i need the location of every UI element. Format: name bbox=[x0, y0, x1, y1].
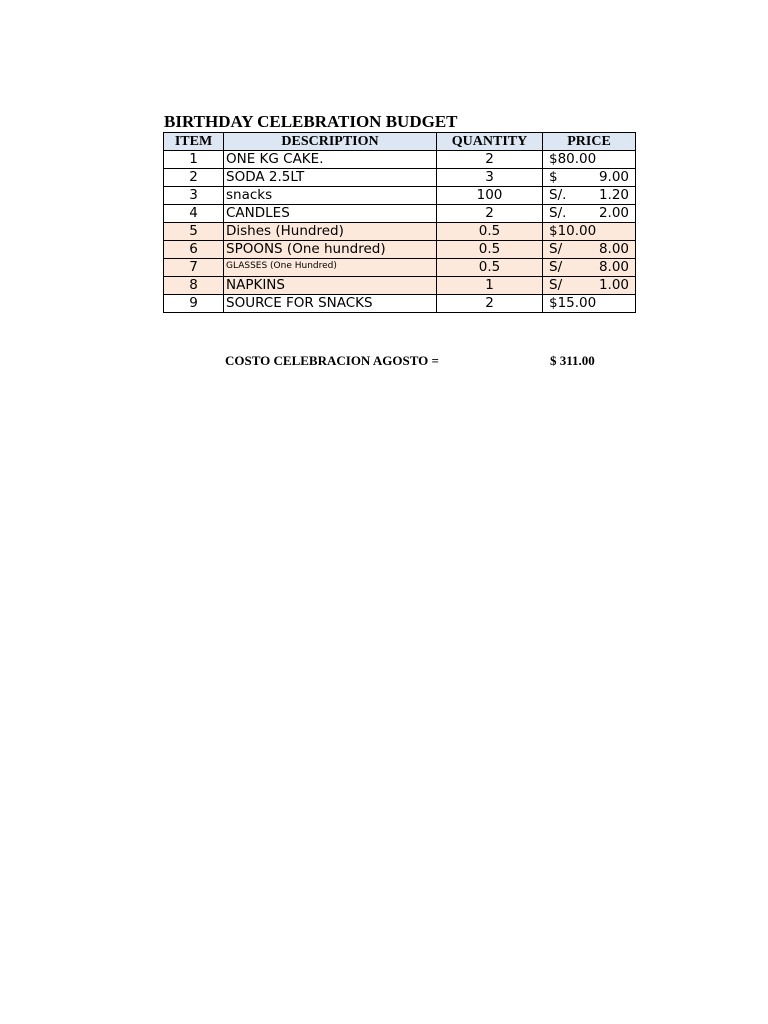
price-cell bbox=[543, 295, 636, 313]
table-row bbox=[164, 151, 636, 169]
description-cell: snacks bbox=[224, 187, 437, 205]
price-cell bbox=[543, 205, 636, 223]
item-number-cell: 2 bbox=[164, 169, 224, 187]
table-row bbox=[164, 187, 636, 205]
price-amount: 2.00 bbox=[598, 205, 629, 221]
price-currency: $10.00 bbox=[549, 223, 597, 239]
quantity-cell: 2 bbox=[437, 295, 543, 313]
price-currency: S/ bbox=[549, 277, 563, 293]
description-cell: GLASSES (One Hundred) bbox=[224, 259, 437, 277]
item-number-cell: 8 bbox=[164, 277, 224, 295]
item-number-cell: 5 bbox=[164, 223, 224, 241]
price-cell bbox=[543, 169, 636, 187]
table-row bbox=[164, 169, 636, 187]
quantity-cell: 2 bbox=[437, 151, 543, 169]
description-cell: SPOONS (One hundred) bbox=[224, 241, 437, 259]
total-cost-label: COSTO CELEBRACION AGOSTO = bbox=[225, 353, 439, 368]
description-cell: SODA 2.5LT bbox=[224, 169, 437, 187]
item-number-cell: 7 bbox=[164, 259, 224, 277]
quantity-cell: 2 bbox=[437, 205, 543, 223]
price-cell bbox=[543, 259, 636, 277]
item-number-cell: 4 bbox=[164, 205, 224, 223]
table-header-row bbox=[164, 133, 636, 151]
column-header-price: PRICE bbox=[543, 133, 636, 151]
quantity-cell: 1 bbox=[437, 277, 543, 295]
quantity-cell: 3 bbox=[437, 169, 543, 187]
price-amount: 8.00 bbox=[598, 259, 629, 275]
price-currency: $ bbox=[549, 169, 558, 185]
item-number-cell: 1 bbox=[164, 151, 224, 169]
price-currency: $80.00 bbox=[549, 151, 597, 167]
price-currency: S/. bbox=[549, 205, 567, 221]
table-row bbox=[164, 241, 636, 259]
price-amount: 8.00 bbox=[598, 241, 629, 257]
price-amount: 9.00 bbox=[598, 169, 629, 185]
quantity-cell: 100 bbox=[437, 187, 543, 205]
table-row bbox=[164, 259, 636, 277]
budget-sheet bbox=[163, 112, 635, 313]
item-number-cell: 9 bbox=[164, 295, 224, 313]
price-currency: $15.00 bbox=[549, 295, 597, 311]
item-number-cell: 3 bbox=[164, 187, 224, 205]
price-cell bbox=[543, 277, 636, 295]
total-cost-line bbox=[225, 353, 625, 369]
table-row bbox=[164, 277, 636, 295]
description-cell: Dishes (Hundred) bbox=[224, 223, 437, 241]
price-cell bbox=[543, 241, 636, 259]
column-header-description: DESCRIPTION bbox=[224, 133, 437, 151]
price-currency: S/. bbox=[549, 187, 567, 203]
quantity-cell: 0.5 bbox=[437, 259, 543, 277]
description-cell: NAPKINS bbox=[224, 277, 437, 295]
column-header-quantity: QUANTITY bbox=[437, 133, 543, 151]
price-amount: 1.00 bbox=[598, 277, 629, 293]
item-number-cell: 6 bbox=[164, 241, 224, 259]
description-cell: SOURCE FOR SNACKS bbox=[224, 295, 437, 313]
total-cost-value: $ 311.00 bbox=[550, 353, 595, 368]
column-header-item: ITEM bbox=[164, 133, 224, 151]
table-row bbox=[164, 223, 636, 241]
description-cell: ONE KG CAKE. bbox=[224, 151, 437, 169]
page-title: BIRTHDAY CELEBRATION BUDGET bbox=[164, 112, 458, 131]
table-row bbox=[164, 295, 636, 313]
budget-table bbox=[163, 132, 636, 313]
price-currency: S/ bbox=[549, 259, 563, 275]
table-row bbox=[164, 205, 636, 223]
price-cell bbox=[543, 223, 636, 241]
price-amount: 1.20 bbox=[598, 187, 629, 203]
price-currency: S/ bbox=[549, 241, 563, 257]
quantity-cell: 0.5 bbox=[437, 241, 543, 259]
price-cell bbox=[543, 151, 636, 169]
description-cell: CANDLES bbox=[224, 205, 437, 223]
quantity-cell: 0.5 bbox=[437, 223, 543, 241]
price-cell bbox=[543, 187, 636, 205]
